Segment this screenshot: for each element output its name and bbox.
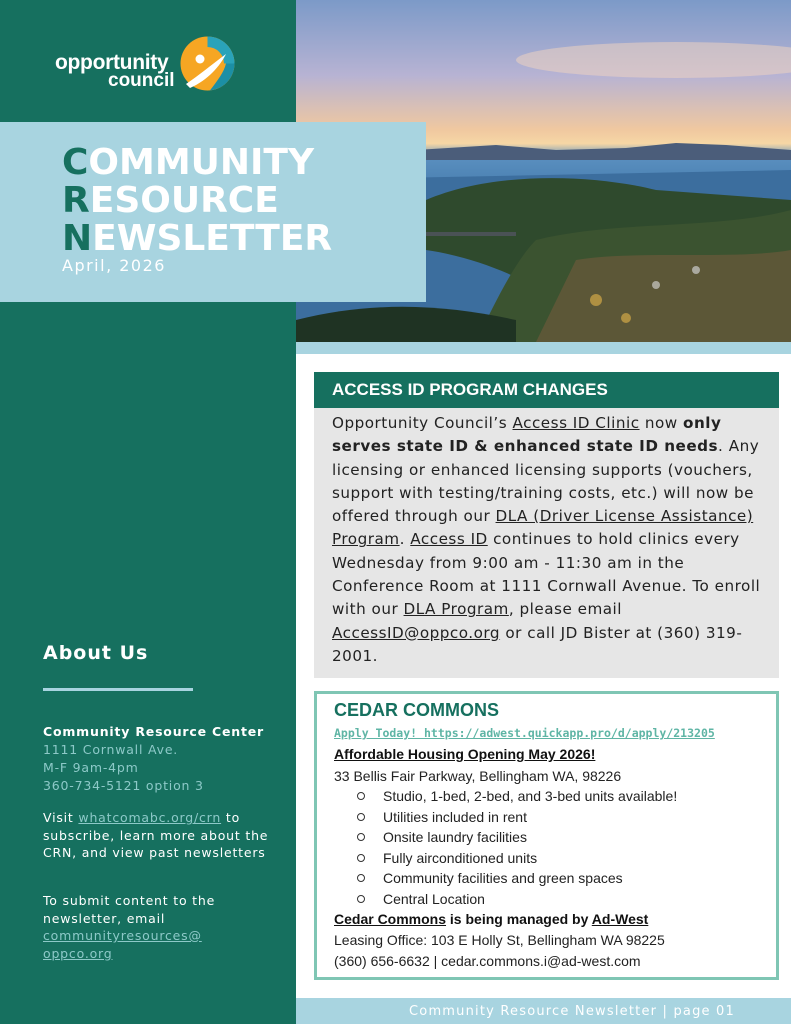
dla-program-link[interactable]: DLA (Driver License Assistance) Program [332, 507, 754, 549]
leasing-office: Leasing Office: 103 E Holly St, Bellingham WA 98225 [334, 932, 665, 948]
list-item: Community facilities and green spaces [357, 870, 677, 891]
bullet-icon [357, 833, 365, 841]
logo-wordmark-line1: opportunity [55, 51, 169, 74]
list-item: Central Location [357, 891, 677, 912]
cedar-commons-heading: Affordable Housing Opening May 2026! [334, 746, 596, 762]
access-id-link[interactable]: Access ID [410, 530, 488, 549]
about-us-heading: About Us [43, 642, 149, 664]
bullet-icon [357, 792, 365, 800]
submit-email-link[interactable]: communityresources@ oppco.org [43, 928, 202, 961]
crn-website-link[interactable]: whatcomabc.org/crn [78, 810, 222, 825]
access-id-text: Opportunity Council’s Access ID Clinic now only serves state ID & enhanced state ID needs. Any licensing or enhanced licensing supports (vouchers, support with testing/training costs, etc.) will now be offered through our DLA (Driver License Assistance) Program. Access ID continues to hold clinics every Wednesday from 9:00 am - 11:30 am in the Conference Room at 1111 Cornwall Avenue. To enroll with our DLA Program, please email AccessID@oppco.org or call JD Bister at (360) 319-2001. [332, 414, 761, 665]
bullet-icon [357, 874, 365, 882]
opportunity-council-logo[interactable] [55, 35, 245, 95]
access-id-header: ACCESS ID PROGRAM CHANGES [314, 372, 779, 408]
crc-hours: M-F 9am-4pm [43, 760, 139, 775]
cedar-contact: (360) 656-6632 | cedar.commons.i@ad-west.com [334, 953, 641, 969]
crc-phone: 360-734-5121 option 3 [43, 778, 204, 793]
masthead-title-line: RESOURCE [62, 180, 279, 221]
visit-paragraph: Visit whatcomabc.org/crn to subscribe, learn more about the CRN, and view past newsletters [43, 810, 269, 860]
access-id-email-link[interactable]: AccessID@oppco.org [332, 623, 501, 642]
cedar-commons-box [314, 691, 779, 980]
masthead-title-line: COMMUNITY [62, 142, 315, 183]
access-id-body [314, 408, 779, 678]
list-item: Fully airconditioned units [357, 850, 677, 871]
masthead-band [0, 122, 426, 302]
list-item: Utilities included in rent [357, 809, 677, 830]
page-footer: Community Resource Newsletter | page 01 [296, 998, 791, 1024]
photo-divider [296, 342, 791, 354]
submit-paragraph: To submit content to the newsletter, email communityresources@ oppco.org [43, 893, 216, 961]
cedar-commons-title: CEDAR COMMONS [334, 700, 499, 720]
managed-by-line: Cedar Commons is being managed by Ad-West [334, 911, 649, 927]
cedar-address: 33 Bellis Fair Parkway, Bellingham WA, 98226 [334, 768, 622, 784]
access-id-clinic-link[interactable]: Access ID Clinic [512, 414, 640, 432]
issue-date: April, 2026 [62, 256, 166, 275]
masthead-title-line: NEWSLETTER [62, 218, 333, 259]
bullet-icon [357, 854, 365, 862]
apply-link[interactable]: Apply Today! https://adwest.quickapp.pro/d/apply/213205 [334, 726, 715, 740]
crc-address: 1111 Cornwall Ave. [43, 742, 179, 757]
bullet-icon [357, 813, 365, 821]
list-item: Studio, 1-bed, 2-bed, and 3-bed units available! [357, 788, 677, 809]
bullet-icon [357, 895, 365, 903]
about-divider [43, 688, 193, 691]
list-item: Onsite laundry facilities [357, 829, 677, 850]
logo-sun-icon [180, 36, 235, 91]
crc-name: Community Resource Center [43, 724, 264, 739]
dla-program-link-2[interactable]: DLA Program [403, 600, 509, 619]
features-list [357, 788, 677, 912]
logo-wordmark-line2: council [108, 70, 175, 91]
